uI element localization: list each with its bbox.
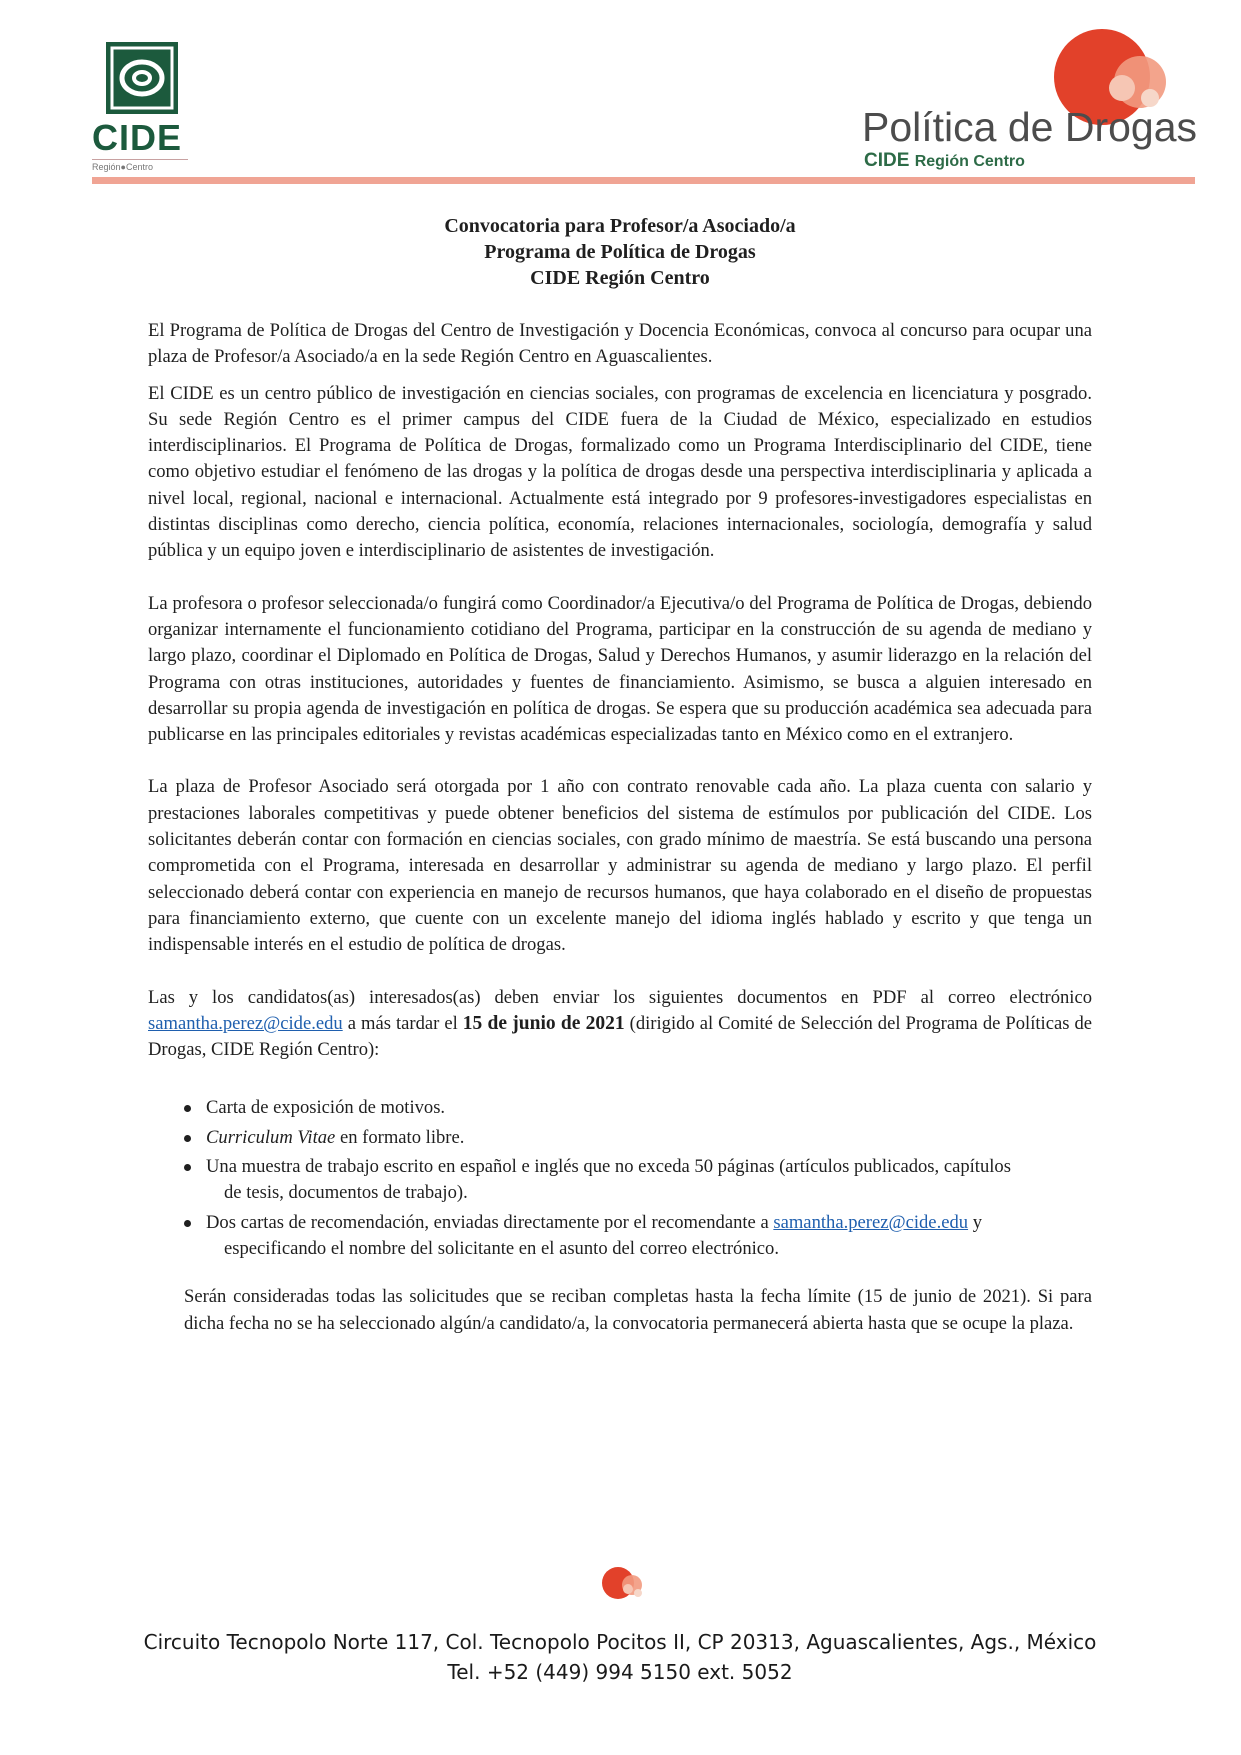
footer-phone: Tel. +52 (449) 994 5150 ext. 5052 bbox=[447, 1660, 793, 1684]
requirement-italic: Curriculum Vitae bbox=[206, 1126, 336, 1148]
politica-drogas-subtitle bbox=[864, 150, 1025, 172]
list-item bbox=[184, 1210, 1092, 1263]
paragraph-terms: La plaza de Profesor Asociado será otorgada por 1 año con contrato renovable cada año. La plaza cuenta con salario y prestaciones laborales competitivas y puede obtener beneficios del sistema de estímulos por publicación del CIDE. Los solicitantes deberán contar con formación en ciencias sociales, con grado mínimo de maestría. Se está buscando una persona comprometida con el Programa, interesada en desarrollar y administrar su agenda de mediano y largo plazo. El perfil seleccionado deberá contar con experiencia en manejo de recursos humanos, que haya colaborado en el diseño de propuestas para financiamiento externo, que cuente con un excelente manejo del idioma inglés hablado y escrito y que tenga un indispensable interés en el estudio de política de drogas. bbox=[148, 776, 1092, 956]
footer-address: Circuito Tecnopolo Norte 117, Col. Tecnopolo Pocitos II, CP 20313, Aguascalientes, Ags., México bbox=[143, 1630, 1097, 1654]
cide-logo bbox=[92, 42, 192, 172]
requirements-list bbox=[148, 1095, 1092, 1262]
header-divider bbox=[92, 177, 1195, 184]
cide-logo-subtitle: Región●Centro bbox=[92, 159, 188, 172]
paragraph-intro: El Programa de Política de Drogas del Centro de Investigación y Docencia Económicas, convoca al concurso para ocupar una plaza de Profesor/a Asociado/a en la sede Región Centro en Aguascalientes. bbox=[148, 320, 1092, 368]
apply-mid: a más tardar el bbox=[342, 1012, 463, 1034]
paragraph-closing: Serán consideradas todas las solicitudes que se reciban completas hasta la fecha límite (15 de junio de 2021). Si para dicha fecha no se ha seleccionado algún/a candidato/a, la convocatoria permanecerá abierta hasta que se ocupe la plaza. bbox=[184, 1286, 1092, 1334]
list-item bbox=[184, 1125, 1092, 1151]
requirement-text: Carta de exposición de motivos. bbox=[206, 1097, 446, 1119]
pd-subtitle-region: Región Centro bbox=[914, 153, 1025, 170]
footer-circles-icon bbox=[598, 1561, 650, 1607]
apply-text: Las y los candidatos(as) interesados(as) deben enviar los siguientes documentos en PDF al correo electrónico bbox=[148, 986, 1092, 1008]
document-body bbox=[148, 318, 1092, 1337]
requirement-text: Dos cartas de recomendación, enviadas directamente por el recomendante a bbox=[206, 1211, 774, 1233]
deadline-date: 15 de junio de 2021 bbox=[462, 1012, 625, 1034]
pd-subtitle-cide: CIDE bbox=[864, 150, 910, 171]
paragraph-about: El CIDE es un centro público de investigación en ciencias sociales, con programas de excelencia en licenciatura y posgrado. Su sede Región Centro es el primer campus del CIDE fuera de la Ciudad de México, especializado en estudios interdisciplinarios. El Programa de Política de Drogas, formalizado como un Programa Interdisciplinario del CIDE, tiene como objetivo estudiar el fenómeno de las drogas y la política de drogas desde una perspectiva interdisciplinaria y aplicada a nivel local, regional, nacional e internacional. Actualmente está integrado por 9 profesores-investigadores especialistas en distintas disciplinas como derecho, ciencia política, economía, relaciones internacionales, sociología, demografía y salud pública y un equipo joven e interdisciplinario de asistentes de investigación. bbox=[148, 382, 1092, 562]
cide-logo-text: CIDE bbox=[92, 117, 183, 158]
paragraph-apply bbox=[148, 985, 1092, 1064]
footer bbox=[92, 1627, 1148, 1687]
email-link[interactable]: samantha.perez@cide.edu bbox=[773, 1211, 969, 1233]
requirement-text-cont: especificando el nombre del solicitante en el asunto del correo electrónico. bbox=[224, 1237, 779, 1259]
cide-emblem-icon bbox=[106, 42, 178, 114]
requirement-text: en formato libre. bbox=[335, 1126, 465, 1148]
list-item bbox=[184, 1095, 1092, 1121]
apply-after: (dirigido al Comité de Selección del Programa de Políticas de Drogas, CIDE Región Centro): bbox=[148, 1012, 1093, 1061]
requirement-text: y bbox=[968, 1211, 983, 1233]
politica-drogas-logo bbox=[862, 16, 1198, 176]
requirement-text-cont: de tesis, documentos de trabajo). bbox=[224, 1182, 468, 1204]
politica-drogas-title: Política de Drogas bbox=[862, 104, 1198, 150]
title-line-1: Convocatoria para Profesor/a Asociado/a bbox=[444, 215, 796, 237]
requirement-text: Una muestra de trabajo escrito en español e inglés que no exceda 50 páginas (artículos publicados, capítulos bbox=[206, 1156, 1011, 1178]
title-line-2: Programa de Política de Drogas bbox=[484, 241, 756, 263]
email-link[interactable]: samantha.perez@cide.edu bbox=[148, 1012, 343, 1034]
document-titles bbox=[92, 213, 1148, 291]
list-item bbox=[184, 1154, 1092, 1207]
paragraph-role: La profesora o profesor seleccionada/o fungirá como Coordinador/a Ejecutiva/o del Programa de Política de Drogas, debiendo organizar internamente el funcionamiento cotidiano del Programa, participar en la construcción de su agenda de mediano y largo plazo, coordinar el Diplomado en Política de Drogas, Salud y Derechos Humanos, y asumir liderazgo en la relación del Programa con otras instituciones, autoridades y fuentes de financiamiento. Asimismo, se busca a alguien interesado en desarrollar su propia agenda de investigación en política de drogas. Se espera que su producción académica sea adecuada para publicarse en las principales editoriales y revistas académicas especializadas tanto en México como en el extranjero. bbox=[148, 592, 1092, 746]
title-line-3: CIDE Región Centro bbox=[530, 267, 710, 289]
